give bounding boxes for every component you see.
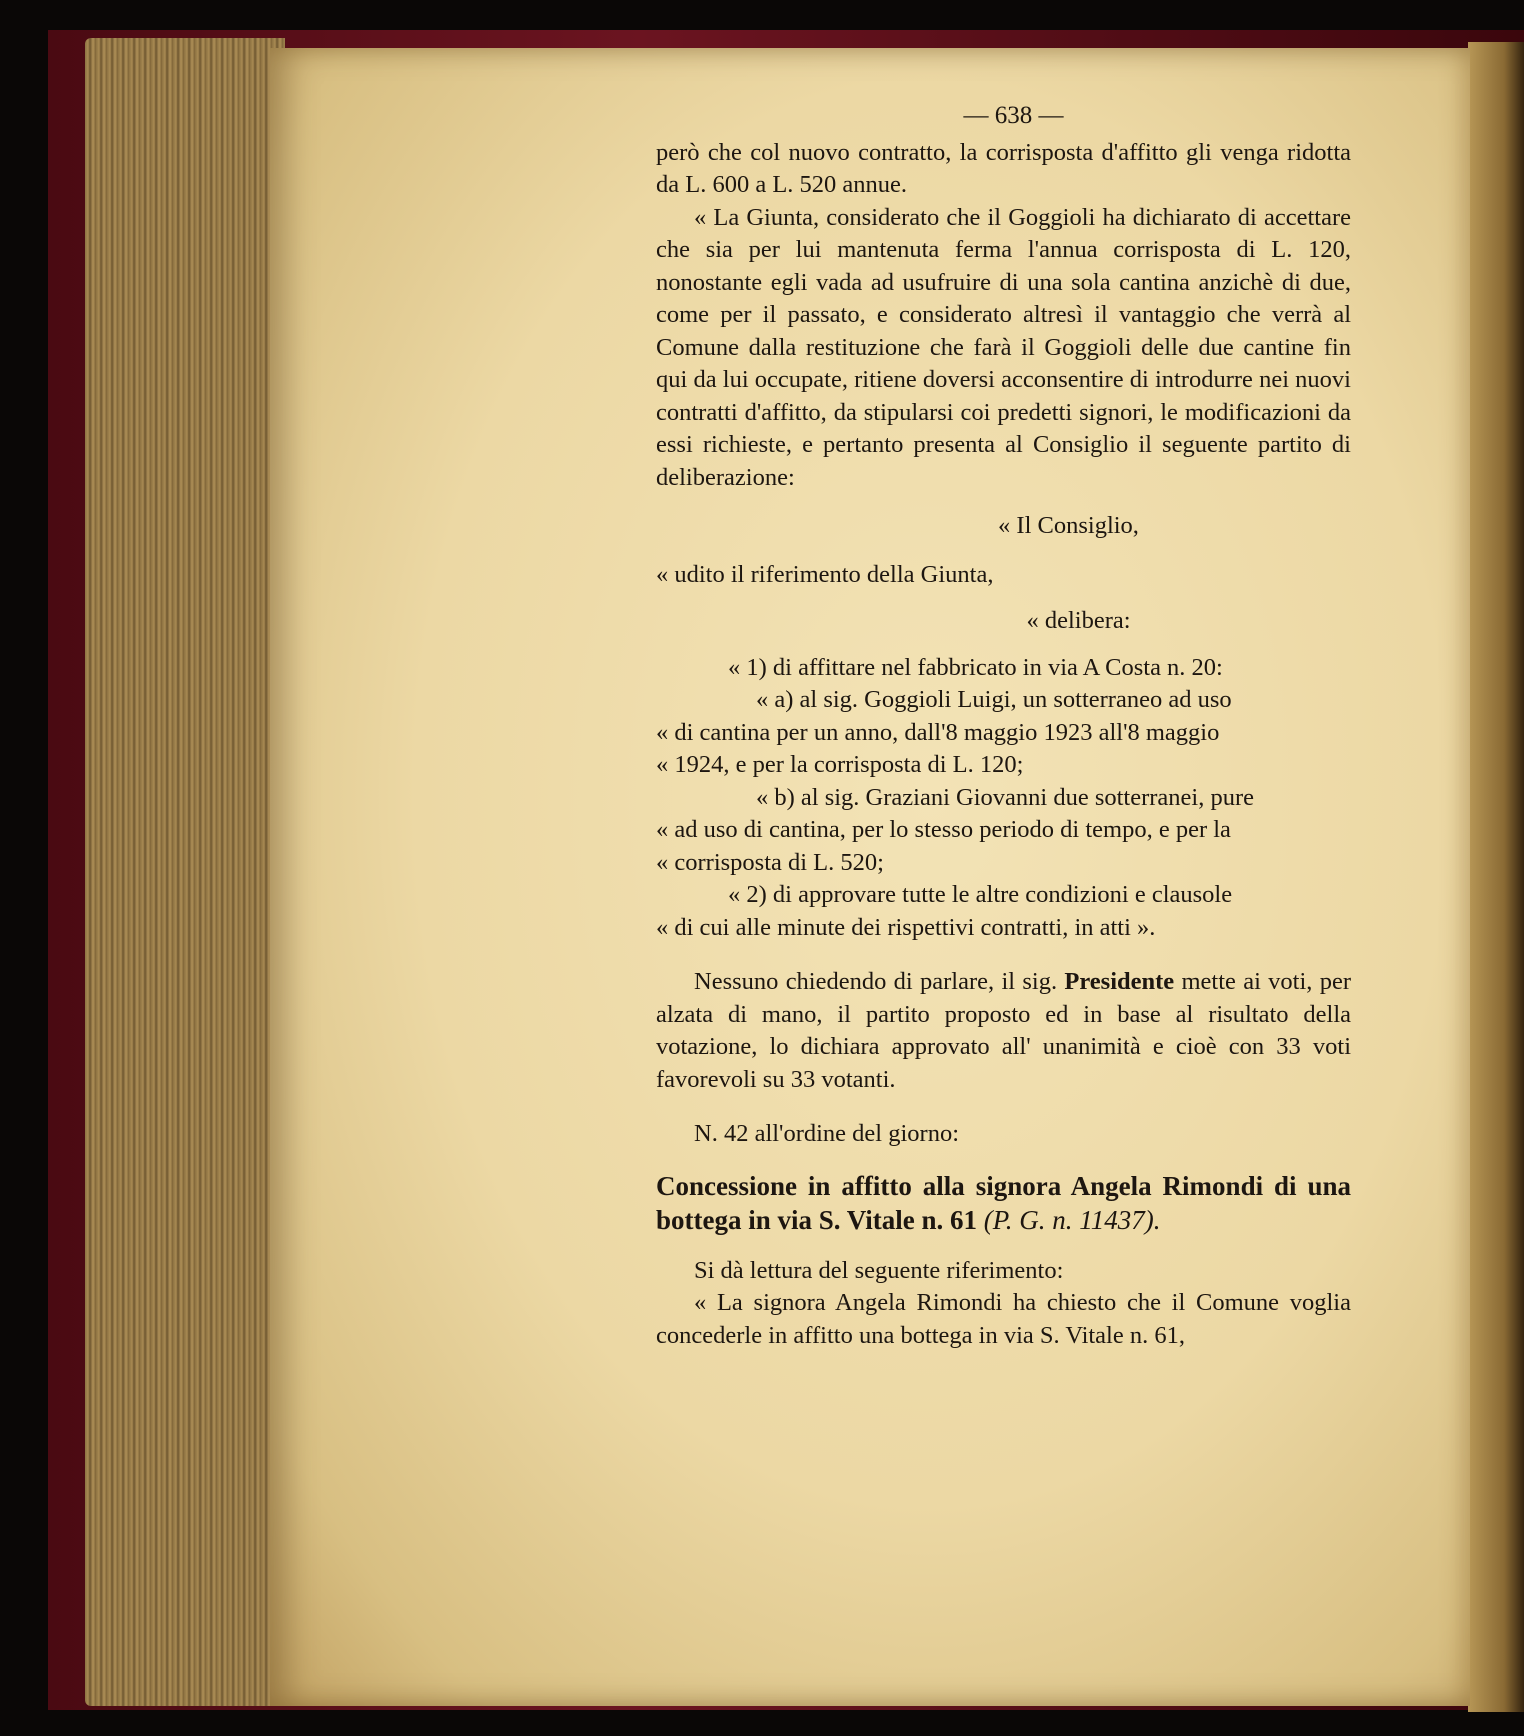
page-text — [656, 100, 1351, 1352]
page-number: — 638 — — [963, 102, 1064, 129]
vote-president: Presidente — [1064, 968, 1175, 995]
lettura-line: Si dà lettura del seguente riferimento: — [694, 1256, 1064, 1284]
consiglio-line: « Il Consiglio, — [998, 512, 1139, 539]
item-1: « 1) di affittare nel fabbricato in via A Costa n. 20: — [728, 653, 1223, 681]
item-2-line-1: « 2) di approvare tutte le altre condizioni e clausole — [728, 881, 1233, 908]
item-1b-line-1: « b) al sig. Graziani Giovanni due sotterranei, pure — [756, 783, 1255, 811]
page-edge — [1468, 42, 1524, 1712]
vote-text-post: mette ai voti, per alzata di mano, il partito proposto ed in base al risultato della votazione, lo dichiara approvato all' unanimità e cioè con 33 voti favorevoli su 33 votanti. — [656, 968, 1352, 1093]
paragraph-2: « La Giunta, considerato che il Goggioli ha dichiarato di accettare che sia per lui mantenuta ferma l'annua corrisposta di L. 120, nonostante egli vada ad usufruire di una sola cantina anzichè di due, come per il passato, e considerato altresì il vantaggio che verrà al Comune dalla restituzione che farà il Goggioli delle due cantine fin qui da lui occupate, ritiene doversi acconsentire di introdurre nei nuovi contratti d'affitto, da stipularsi coi predetti signori, le modificazioni da essi richieste, e pertanto presenta al Consiglio il seguente partito di deliberazione: — [656, 203, 1351, 491]
paragraph-1: però che col nuovo contratto, la corrisposta d'affitto gli venga ridotta da L. 600 a L. 520 annue. — [656, 138, 1351, 198]
final-paragraph: « La signora Angela Rimondi ha chiesto che il Comune voglia concederle in affitto una bottega in via S. Vitale n. 61, — [656, 1289, 1351, 1349]
vote-paragraph — [656, 966, 1351, 1096]
item-1a-line-1: « a) al sig. Goggioli Luigi, un sotterraneo ad uso — [756, 686, 1232, 713]
order-line: N. 42 all'ordine del giorno: — [694, 1120, 960, 1147]
section-heading — [656, 1169, 1351, 1237]
item-1b-line-2: « ad uso di cantina, per lo stesso periodo di tempo, e per la — [656, 816, 1231, 843]
heading-main: Concessione in affitto alla signora Angela Rimondi di una bottega in via S. Vitale n. 61 — [656, 1170, 1351, 1235]
page-stack — [85, 38, 285, 1706]
item-1a-line-3: « 1924, e per la corrisposta di L. 120; — [656, 751, 1024, 778]
item-1b-line-3: « corrisposta di L. 520; — [656, 848, 884, 876]
item-1a-line-2: « di cantina per un anno, dall'8 maggio 1923 all'8 maggio — [656, 718, 1220, 746]
item-2-line-2: « di cui alle minute dei rispettivi contratti, in atti ». — [656, 913, 1156, 941]
delibera-line: « delibera: — [1026, 607, 1131, 634]
vote-text-pre: Nessuno chiedendo di parlare, il sig. — [694, 968, 1065, 995]
heading-ref: (P. G. n. 11437). — [983, 1204, 1161, 1235]
udito-line: « udito il riferimento della Giunta, — [656, 560, 994, 588]
